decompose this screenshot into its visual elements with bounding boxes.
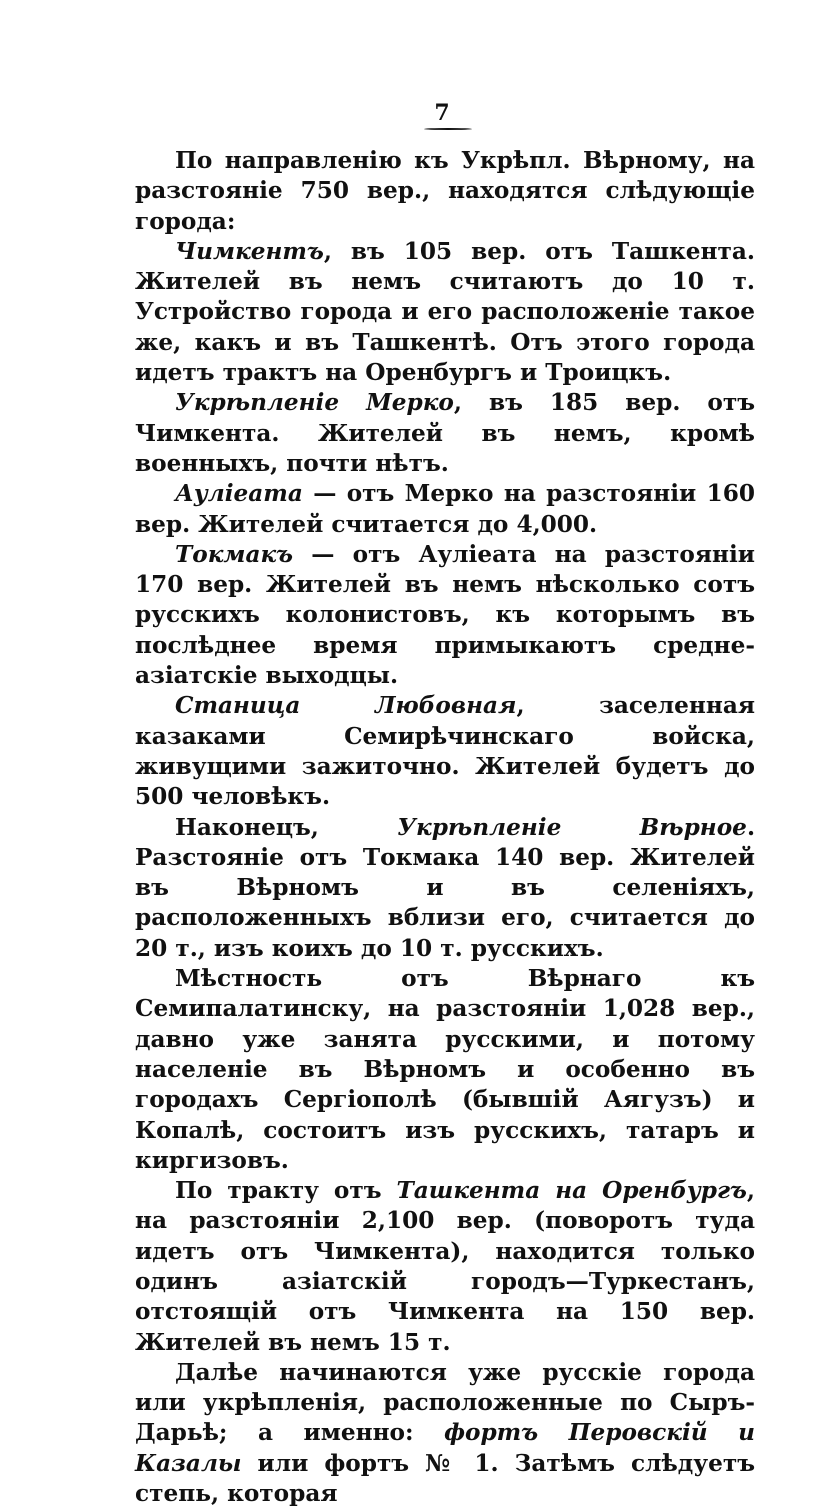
body-text	[135, 146, 755, 1509]
place-name: Чимкентъ	[175, 237, 324, 265]
paragraph	[135, 540, 755, 691]
paragraph	[135, 1176, 755, 1358]
paragraph	[135, 146, 755, 237]
page-number: 7	[434, 100, 450, 126]
place-name: Укрѣпленіе Вѣрное	[397, 813, 747, 841]
paragraph	[135, 237, 755, 388]
text-run: — отъ Ауліеата на разстояніи 170 вер. Жителей въ немъ нѣсколько сотъ русскихъ колонистовъ, къ которымъ въ послѣднее время примыкаютъ средне-азіатскіе выходцы.	[135, 540, 755, 690]
place-name: Ташкента на Оренбургъ	[396, 1177, 747, 1205]
text-run: Мѣстность отъ Вѣрнаго къ Семипалатинску, на разстояніи 1,028 вер., давно уже занята русскими, и потому населеніе въ Вѣрномъ и особенно въ городахъ Сергіополѣ (бывшій Аягузъ) и Копалѣ, состоитъ изъ русскихъ, татаръ и киргизовъ.	[135, 965, 755, 1174]
place-name: Укрѣпленіе Мерко	[175, 389, 454, 417]
text-run: , въ 105 вер. отъ Ташкента. Жителей въ немъ считаютъ до 10 т. Устройство города и его расположеніе такое же, какъ и въ Ташкентѣ. Отъ этого города идетъ трактъ на Оренбургъ и Троицкъ.	[135, 237, 755, 387]
text-run: , заселенная казаками Семирѣчинскаго войска, живущими зажиточно. Жителей будетъ до 500 человѣкъ.	[135, 692, 755, 811]
place-name: Токмакъ	[175, 540, 294, 568]
text-run: или фортъ № 1. Затѣмъ слѣдуетъ степь, которая	[135, 1449, 755, 1508]
text-run: , въ 185 вер. отъ Чимкента. Жителей въ немъ, кромѣ военныхъ, почти нѣтъ.	[135, 389, 756, 477]
page-number-underline	[424, 128, 472, 130]
paragraph	[135, 388, 755, 479]
text-run: — отъ Мерко на разстояніи 160 вер. Жителей считается до 4,000.	[135, 480, 755, 538]
text-run: По тракту отъ	[175, 1177, 397, 1205]
text-run: Далѣе начинаются уже русскіе города или укрѣпленія, расположенные по Сыръ-Дарьѣ; а именно:	[135, 1358, 755, 1447]
paragraph	[135, 813, 755, 964]
text-run: Наконецъ,	[175, 813, 398, 841]
text-run: . Разстояніе отъ Токмака 140 вер. Жителей въ Вѣрномъ и въ селеніяхъ, расположенныхъ вблизи его, считается до 20 т., изъ коихъ до 10 т. русскихъ.	[135, 813, 756, 962]
paragraph	[135, 691, 755, 812]
paragraph	[135, 479, 755, 540]
paragraph	[135, 964, 755, 1176]
place-name: Аулiеата	[175, 480, 303, 508]
text-run: , на разстояніи 2,100 вер. (поворотъ туда идетъ отъ Чимкента), находится только одинъ азіатскій городъ—Туркестанъ, отстоящій отъ Чимкента на 150 вер. Жителей въ немъ 15 т.	[135, 1177, 755, 1356]
paragraph	[135, 1358, 755, 1509]
text-run: По направленію къ Укрѣпл. Вѣрному, на разстояніе 750 вер., находятся слѣдующіе города:	[135, 147, 755, 235]
place-name: фортъ Перовскій и Казалы	[135, 1419, 755, 1477]
place-name: Станица Любовная	[175, 692, 517, 720]
